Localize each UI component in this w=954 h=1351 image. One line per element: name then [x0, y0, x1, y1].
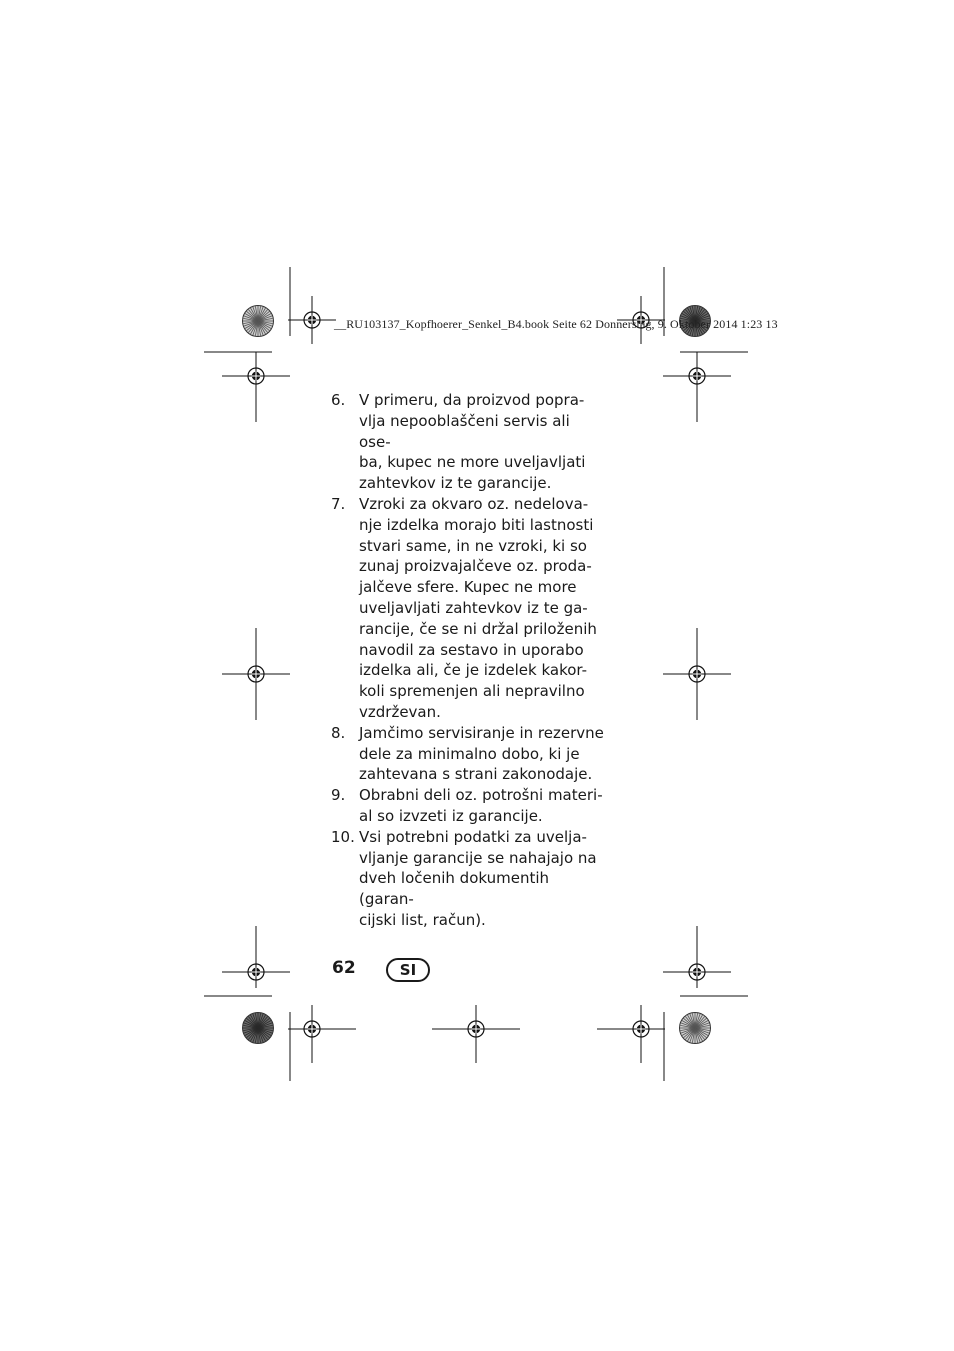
list-item-number: 6.	[331, 391, 346, 409]
registration-mark-top-left	[288, 296, 336, 344]
color-starburst-bottom-right	[680, 1013, 711, 1044]
list-item-text: Vsi potrebni podatki za uvelja- vljanje garancije se nahajajo na dveh ločenih dokumentih (garan- cijski list, račun).	[359, 827, 597, 929]
list-item	[331, 785, 606, 827]
language-badge: SI	[386, 958, 430, 982]
list-item-text: Vzroki za okvaro oz. nedelova- nje izdelka morajo biti lastnosti stvari same, in ne vzroki, ki so zunaj proizvajalčeve oz. proda- jalčeve sfere. Kupec ne more uveljavljati zahtevkov iz te ga- rancije, če se ni držal priloženih navodil za sestavo in uporabo izdelka ali, če je izdelek kakor- koli spremenjen ali nepravilno vzdrževan.	[359, 494, 597, 721]
color-starburst-top-left	[243, 306, 274, 337]
registration-mark-bottom-left	[288, 1005, 356, 1063]
registration-mark-bottom-right	[597, 1005, 665, 1063]
registration-mark-left-middle	[222, 628, 290, 720]
list-item-number: 8.	[331, 723, 346, 742]
color-starburst-bottom-left	[243, 1013, 274, 1044]
list-item-number: 9.	[331, 786, 346, 805]
registration-mark-left-lower	[222, 926, 290, 988]
list-item-number: 7.	[331, 494, 346, 513]
list-item-number: 10.	[331, 827, 355, 846]
registration-mark-right-lower	[663, 926, 731, 988]
list-item-text: Obrabni deli oz. potrošni materi- al so izvzeti iz garancije.	[359, 786, 603, 825]
list-item	[331, 827, 606, 931]
print-slug-line: __RU103137_Kopfhoerer_Senkel_B4.book Seite 62 Donnerstag, 9. Oktober 2014 1:23 13	[334, 317, 778, 331]
registration-mark-right-upper	[663, 352, 731, 422]
page-number: 62	[332, 958, 356, 978]
list-item	[331, 723, 606, 785]
list-item-text: Jamčimo servisiranje in rezervne dele za minimalno dobo, ki je zahtevana s strani zakonodaje.	[359, 723, 604, 784]
registration-mark-bottom-center	[432, 1005, 520, 1063]
list-item-text: V primeru, da proizvod popra- vlja nepooblaščeni servis ali ose- ba, kupec ne more uveljavljati zahtevkov iz te garancije.	[359, 391, 586, 493]
list-item	[331, 390, 606, 494]
list-item	[331, 494, 606, 723]
registration-mark-left-upper	[222, 352, 290, 422]
registration-mark-right-middle	[663, 628, 731, 720]
warranty-conditions-list	[331, 390, 606, 931]
